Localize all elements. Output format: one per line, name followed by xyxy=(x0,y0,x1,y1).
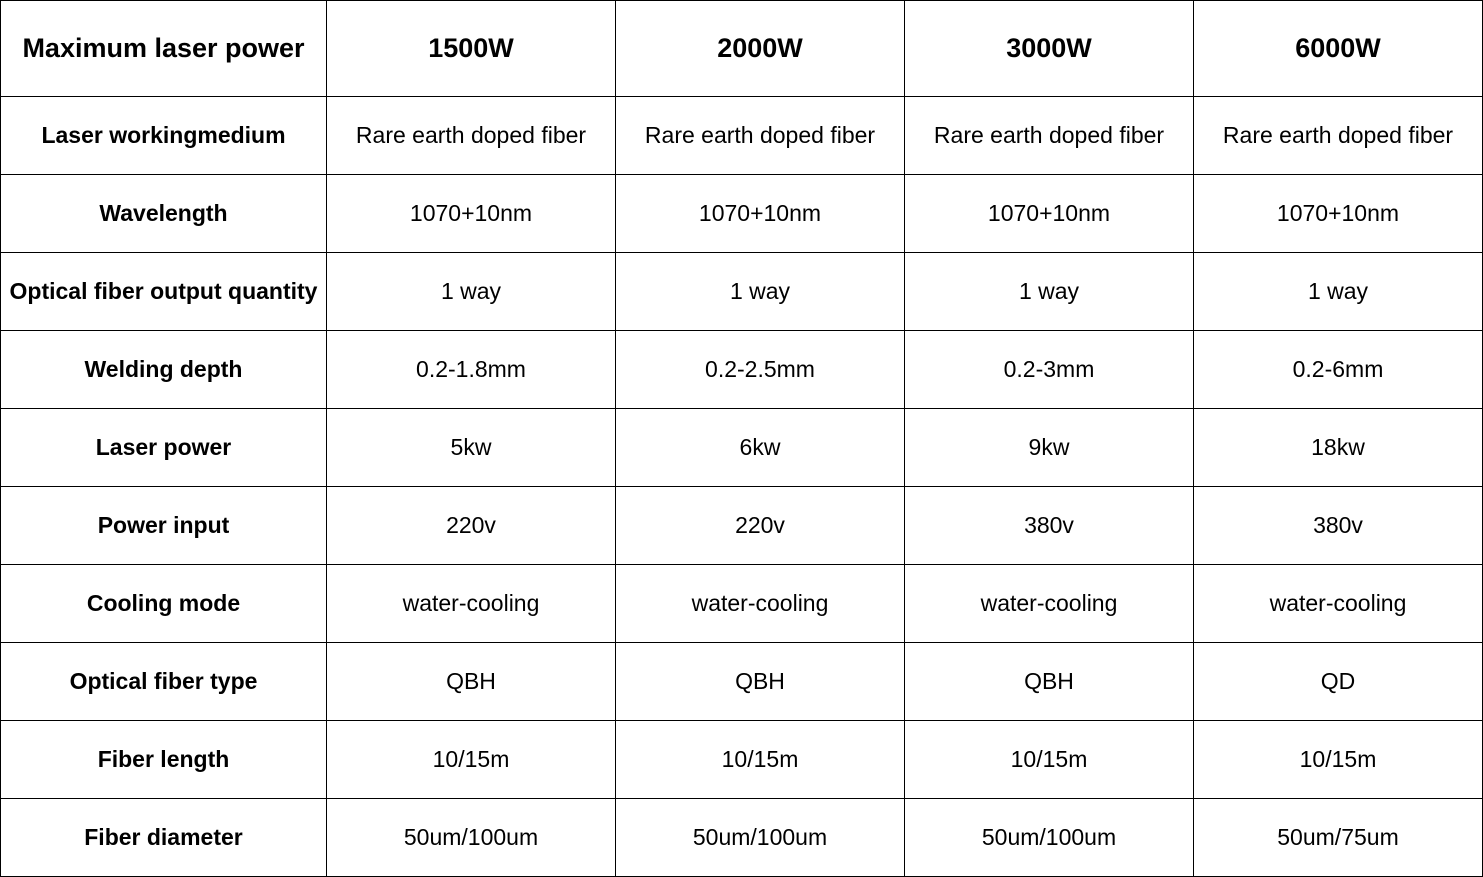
header-model-1500w: 1500W xyxy=(327,1,616,97)
header-model-6000w: 6000W xyxy=(1194,1,1483,97)
row-label: Wavelength xyxy=(1,175,327,253)
table-cell: 6kw xyxy=(616,409,905,487)
table-cell: 1070+10nm xyxy=(327,175,616,253)
row-label: Power input xyxy=(1,487,327,565)
table-row xyxy=(1,331,1483,409)
row-label: Fiber diameter xyxy=(1,799,327,877)
table-cell: 1070+10nm xyxy=(905,175,1194,253)
table-cell: 1070+10nm xyxy=(1194,175,1483,253)
table-cell: 220v xyxy=(327,487,616,565)
table-cell: 10/15m xyxy=(327,721,616,799)
row-label: Cooling mode xyxy=(1,565,327,643)
table-row xyxy=(1,721,1483,799)
table-cell: 0.2-1.8mm xyxy=(327,331,616,409)
table-cell: 5kw xyxy=(327,409,616,487)
table-row xyxy=(1,409,1483,487)
table-cell: water-cooling xyxy=(905,565,1194,643)
header-model-2000w: 2000W xyxy=(616,1,905,97)
header-label: Maximum laser power xyxy=(1,1,327,97)
table-cell: 9kw xyxy=(905,409,1194,487)
table-cell: 1 way xyxy=(327,253,616,331)
row-label: Optical fiber output quantity xyxy=(1,253,327,331)
table-cell: 380v xyxy=(905,487,1194,565)
table-cell: 50um/75um xyxy=(1194,799,1483,877)
table-cell: QD xyxy=(1194,643,1483,721)
table-cell: Rare earth doped fiber xyxy=(1194,97,1483,175)
table-cell: 10/15m xyxy=(616,721,905,799)
table-cell: QBH xyxy=(327,643,616,721)
table-row xyxy=(1,643,1483,721)
header-model-3000w: 3000W xyxy=(905,1,1194,97)
row-label: Welding depth xyxy=(1,331,327,409)
table-cell: QBH xyxy=(905,643,1194,721)
table-cell: Rare earth doped fiber xyxy=(616,97,905,175)
table-header-row xyxy=(1,1,1483,97)
row-label: Laser workingmedium xyxy=(1,97,327,175)
table-cell: 50um/100um xyxy=(616,799,905,877)
table-row xyxy=(1,97,1483,175)
table-cell: 0.2-6mm xyxy=(1194,331,1483,409)
row-label: Laser power xyxy=(1,409,327,487)
table-cell: water-cooling xyxy=(327,565,616,643)
table-cell: 50um/100um xyxy=(327,799,616,877)
table-row xyxy=(1,487,1483,565)
table-cell: water-cooling xyxy=(616,565,905,643)
table-cell: QBH xyxy=(616,643,905,721)
table-cell: 1070+10nm xyxy=(616,175,905,253)
table-cell: 220v xyxy=(616,487,905,565)
table-cell: 50um/100um xyxy=(905,799,1194,877)
table-row xyxy=(1,565,1483,643)
table-row xyxy=(1,175,1483,253)
table-cell: 10/15m xyxy=(905,721,1194,799)
row-label: Fiber length xyxy=(1,721,327,799)
table-cell: Rare earth doped fiber xyxy=(327,97,616,175)
table-cell: 0.2-3mm xyxy=(905,331,1194,409)
table-cell: Rare earth doped fiber xyxy=(905,97,1194,175)
table-cell: 18kw xyxy=(1194,409,1483,487)
table-cell: 1 way xyxy=(905,253,1194,331)
table-cell: 0.2-2.5mm xyxy=(616,331,905,409)
table-cell: water-cooling xyxy=(1194,565,1483,643)
table-cell: 1 way xyxy=(616,253,905,331)
table-cell: 1 way xyxy=(1194,253,1483,331)
row-label: Optical fiber type xyxy=(1,643,327,721)
table-row xyxy=(1,253,1483,331)
table-cell: 380v xyxy=(1194,487,1483,565)
table-cell: 10/15m xyxy=(1194,721,1483,799)
table-row xyxy=(1,799,1483,877)
